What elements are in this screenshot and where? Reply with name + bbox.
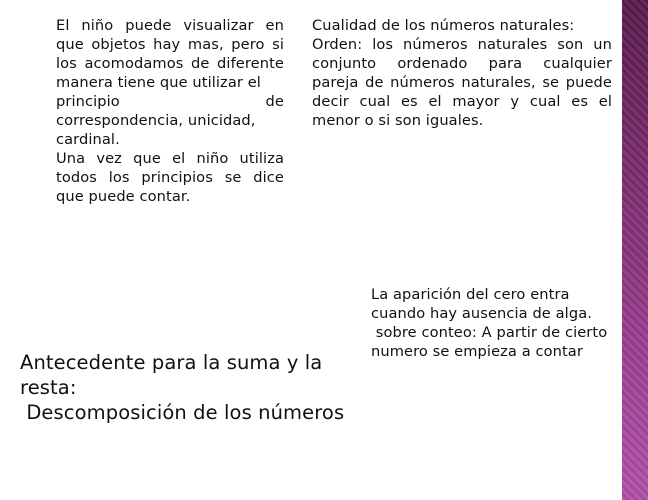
left-text-block — [56, 16, 284, 206]
right-body: Orden: los números naturales son un conjunto ordenado para cualquier pareja de números naturales, se puede decir cual es el mayor y cual es el menor o si son iguales. — [312, 36, 612, 129]
antecedente-text-block — [20, 350, 350, 425]
cero-line-1: La aparición del cero entra cuando hay ausencia de alga. — [371, 286, 592, 322]
descomposicion-item: Descomposición de los números — [20, 401, 345, 424]
left-paragraph-1: El niño puede visualizar en que objetos hay mas, pero si los acomodamos de diferente manera tiene que utilizar el — [56, 17, 284, 91]
de-word: de — [265, 93, 284, 110]
right-heading: Cualidad de los números naturales: — [312, 17, 575, 34]
left-principio-line — [56, 92, 284, 111]
left-paragraph-2: Una vez que el niño utiliza todos los principios se dice que puede contar. — [56, 150, 284, 205]
cero-text-block — [371, 285, 611, 361]
principio-word: principio — [56, 93, 120, 110]
antecedente-heading: Antecedente para la suma y la resta: — [20, 351, 323, 399]
left-paragraph-1-end: correspondencia, unicidad, cardinal. — [56, 112, 256, 148]
sobre-conteo-line: sobre conteo: A partir de cierto numero se empieza a contar — [371, 324, 613, 360]
decorative-side-band — [622, 0, 648, 500]
right-text-block — [312, 16, 612, 130]
